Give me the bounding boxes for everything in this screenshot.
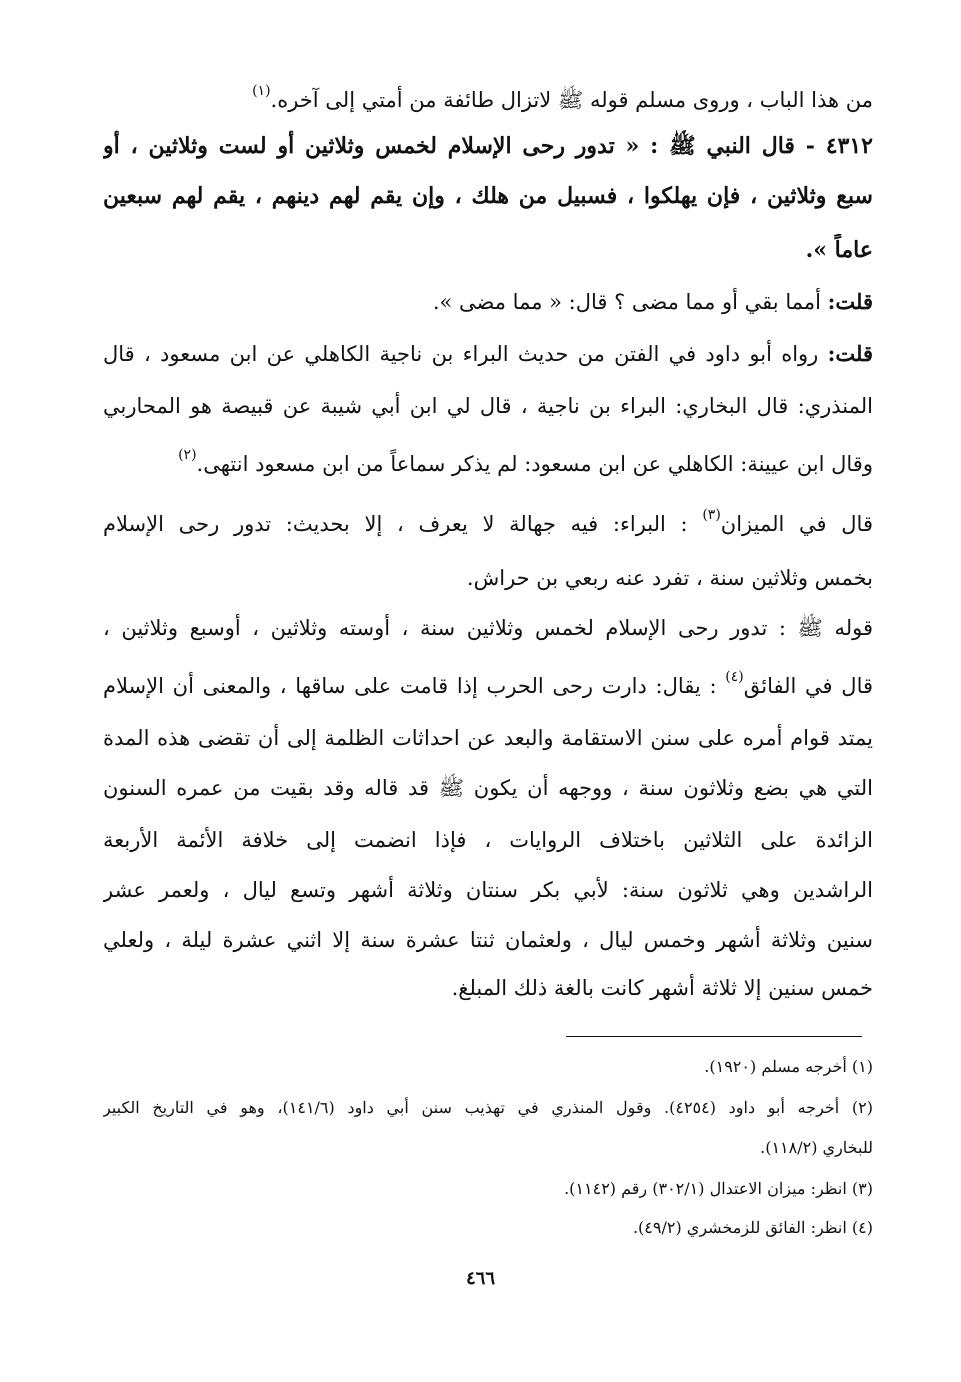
hadith-heading-line-2: سبع وثلاثين ، فإن يهلكوا ، فسبيل من هلك ، وإن يقم لهم دينهم ، يقم لهم سبعين (103, 183, 873, 209)
text-line-7: المنذري: قال البخاري: البراء بن ناجية ، قال لي ابن أبي شيبة عن قبيصة هو المحاربي (103, 394, 873, 418)
footnote-ref-3: (٣) (702, 508, 721, 523)
text-line-8: وقال ابن عيينة: الكاهلي عن ابن مسعود: لم يذكر سماعاً من ابن مسعود انتهى.$^{(٢)}$ (178, 448, 873, 476)
footnote-ref-1: (١) (252, 84, 271, 99)
text-line-10: بخمس وثلاثين سنة ، تفرد عنه ربعي بن حراش. (466, 566, 873, 590)
text-line-11: قوله ﷺ : تدور رحى الإسلام لخمس وثلاثين سنة ، أوسته وثلاثين ، أوسبع وثلاثين ، (103, 616, 873, 640)
footnote-ref-4: (٤) (725, 670, 744, 685)
text-line-17: سنين وثلاثة أشهر وخمس ليال ، ولعثمان ثنتا عشرة سنة إلا اثني عشرة ليلة ، ولعلي (103, 928, 873, 952)
hadith-heading-line-3: عاماً ». (805, 237, 873, 263)
footnote-separator (566, 1036, 862, 1037)
footnote-ref-2: (٢) (178, 448, 197, 463)
text-line-12: قال في الفائق$^{(٤)}$ : يقال: دارت رحى الحرب إذا قامت على ساقها ، والمعنى أن الإسلام (103, 670, 873, 698)
text-line-qult-1: قلت: أمما بقي أو مما مضى ؟ قال: « مما مضى ». (432, 289, 873, 314)
text-line-18: خمس سنين إلا ثلاثة أشهر كانت بالغة ذلك المبلغ. (451, 976, 873, 1000)
footnote-2-continued: للبخاري (١١٨/٢). (760, 1138, 873, 1157)
text-line-9: قال في الميزان$^{(٣)}$ : البراء: فيه جهالة لا يعرف ، إلا بحديث: تدور رحى الإسلام (103, 508, 873, 536)
text-line-13: يمتد قوام أمره على سنن الاستقامة والبعد عن احداثات الظلمة إلى أن تقضى هذه المدة (103, 726, 873, 750)
footnote-3: (٣) انظر: ميزان الاعتدال (٣٠٢/١) رقم (١١٤٢). (564, 1179, 873, 1198)
footnote-1: (١) أخرجه مسلم (١٩٢٠). (704, 1057, 873, 1076)
footnote-4: (٤) انظر: الفائق للزمخشري (٤٩/٢). (632, 1218, 873, 1237)
page-number: ٤٦٦ (465, 1268, 495, 1289)
footnote-2: (٢) أخرجه أبو داود (٤٢٥٤). وقول المنذري في تهذيب سنن أبي داود (١٤١/٦)، وهو في التاريخ الكبير (103, 1098, 873, 1117)
qult-label: قلت: (827, 341, 873, 366)
text-line-15: الزائدة على الثلاثين باختلاف الروايات ، فإذا انضمت إلى خلافة الأئمة الأربعة (103, 828, 873, 852)
qult-label: قلت: (827, 289, 873, 314)
text-line-14: التي هي بضع وثلاثون سنة ، ووجهه أن يكون ﷺ قد قاله وقد بقيت من عمره السنون (103, 776, 873, 800)
hadith-heading-line-1: ٤٣١٢ - قال النبي ﷺ : « تدور رحى الإسلام لخمس وثلاثين أو لست وثلاثين ، أو (103, 133, 873, 159)
text-line-qult-2: قلت: رواه أبو داود في الفتن من حديث البراء بن ناجية الكاهلي عن ابن مسعود ، قال (103, 341, 873, 366)
text-line-1: من هذا الباب ، وروى مسلم قوله ﷺ لاتزال طائفة من أمتي إلى آخره.$^{(١)}$ (252, 84, 873, 112)
text-line-16: الراشدين وهي ثلاثون سنة: لأبي بكر سنتان وثلاثة أشهر وتسع ليال ، ولعمر عشر (103, 878, 873, 902)
